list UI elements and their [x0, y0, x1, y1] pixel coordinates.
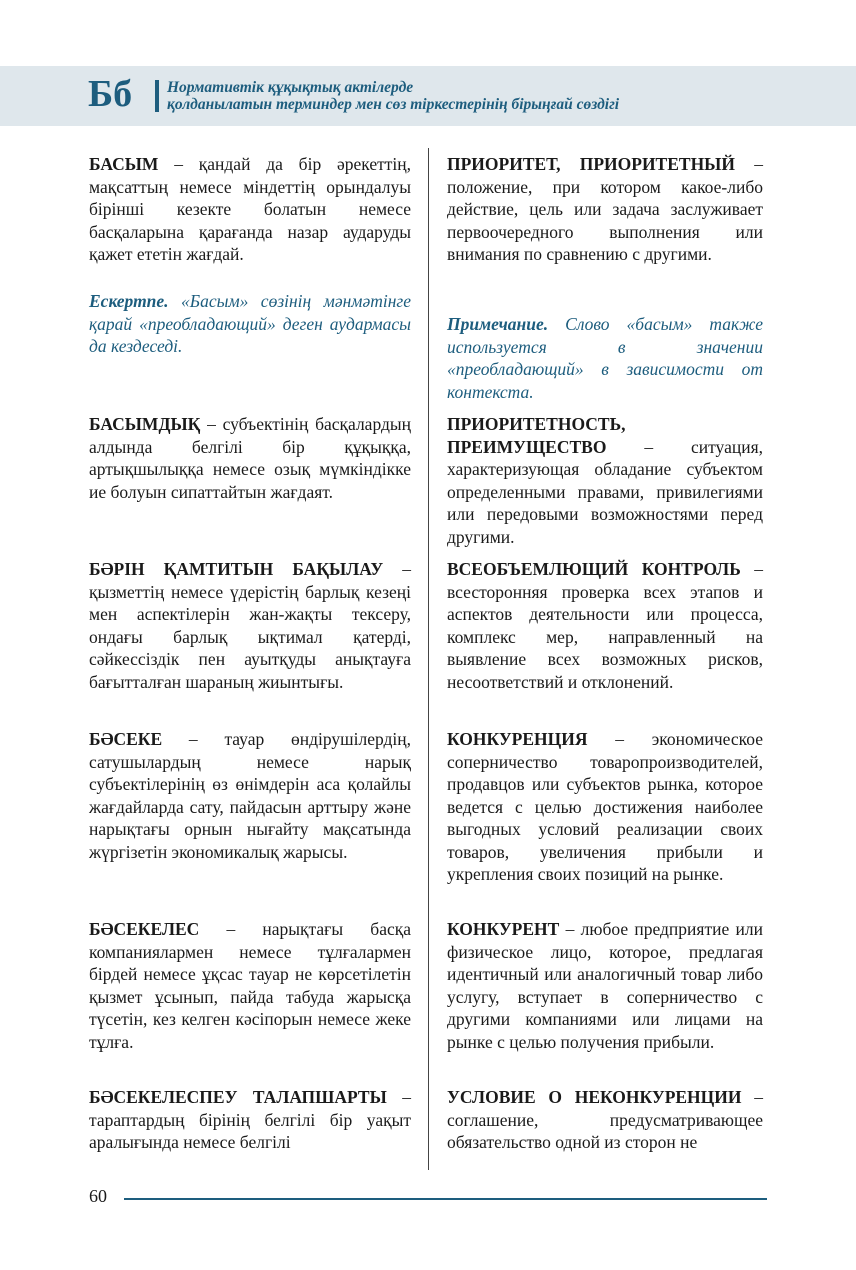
entry-term: УСЛОВИЕ О НЕКОНКУРЕНЦИИ — [447, 1087, 742, 1107]
entry-term: БӘСЕКЕЛЕСПЕУ ТАЛАПШАРТЫ — [89, 1087, 387, 1107]
entry-konkurent-ru — [447, 918, 763, 1053]
header-divider-bar — [155, 80, 159, 112]
entry-definition: – любое предприятие или физическое лицо, которое, предлагая идентичный или аналогичный товар либо услугу, вступает в соперничество с другими компаниями или лицами на рынке с целью получения прибыли. — [447, 919, 763, 1052]
running-header-line-2: қолданылатын терминдер мен сөз тіркестерінің бірыңғай сөздігі — [167, 96, 620, 113]
entry-definition: – субъектінің басқалардың алдында белгілі бір құқыққа, артықшылыққа немесе озық мүмкіндікке ие болуын сипаттайтын жағдаят. — [89, 414, 411, 502]
entry-definition: – нарықтағы басқа компаниялармен немесе тұлғалармен бірдей немесе ұқсас тауар не көрсетілетін қызмет ұсынып, пайда табуда жарысқа түсетін, кез келген кәсіпорын немесе жеке тұлға. — [89, 919, 411, 1052]
note-text: Слово «басым» также используется в значении «преобладающий» в зависимости от контекста. — [447, 314, 763, 402]
entry-term: КОНКУРЕНТ — [447, 919, 560, 939]
entry-term: БӘРІН ҚАМТИТЫН БАҚЫЛАУ — [89, 559, 384, 579]
entry-definition: – соглашение, предусматривающее обязательство одной из сторон не — [447, 1087, 763, 1152]
entry-term: ВСЕОБЪЕМЛЮЩИЙ КОНТРОЛЬ — [447, 559, 741, 579]
entry-term: БАСЫМДЫҚ — [89, 414, 201, 434]
running-header-line-1: Нормативтік құқықтық актілерде — [167, 79, 414, 96]
entry-basekelespeu-kk — [89, 1086, 411, 1154]
entry-definition: – қызметтің немесе үдерістің барлық кезеңі мен аспектілерін жан-жақты тексеру, ондағы барлық ықтимал қатерді, сәйкессіздік пен ауытқуды анықтауға бағытталған шараның жиынтығы. — [89, 559, 412, 692]
entry-definition: – положение, при котором какое-либо действие, цель или задача заслуживает первоочередного выполнения или внимания по сравнению с другими. — [447, 154, 763, 264]
section-letter: Бб — [88, 73, 133, 115]
entry-term: БӘСЕКЕЛЕС — [89, 919, 200, 939]
entry-term: ПРИОРИТЕТ, ПРИОРИТЕТНЫЙ — [447, 154, 735, 174]
entry-definition: – қандай да бір әрекеттің, мақсаттың немесе міндеттің орындалуы бірінші кезекте болатын немесе басқаларына қарағанда назар аударуды қажет ететін жағдай. — [89, 154, 411, 264]
entry-term: КОНКУРЕНЦИЯ — [447, 729, 588, 749]
entry-definition: – экономическое соперничество товаропроизводителей, продавцов или субъектов рынка, которое ведется с целью достижения наиболее выгодных условий реализации своих товаров, увеличения прибыли и укрепления своих позиций на рынке. — [447, 729, 763, 884]
note-text: «Басым» сөзінің мәнмәтінге қарай «преобладающий» деген аудармасы да кездеседі. — [89, 291, 411, 356]
page-number: 60 — [89, 1186, 107, 1206]
entry-term: БӘСЕКЕ — [89, 729, 163, 749]
entry-uslovie-ru — [447, 1086, 763, 1154]
entry-basymdyq-kk — [89, 413, 411, 503]
note-kk — [89, 290, 411, 358]
running-header — [167, 79, 767, 113]
footer-rule — [124, 1198, 767, 1200]
entry-barin-qamtityn-kk — [89, 558, 411, 693]
entry-definition: – всесторонняя проверка всех этапов и аспектов деятельности или процесса, комплекс мер, направленный на выявление всех возможных рисков, несоответствий и отклонений. — [447, 559, 763, 692]
column-divider — [428, 148, 429, 1170]
entry-basym-kk — [89, 153, 411, 266]
entry-definition: – тараптардың бірінің белгілі бір уақыт аралығында немесе белгілі — [89, 1087, 412, 1152]
note-label: Примечание. — [447, 314, 549, 334]
note-ru — [447, 313, 763, 403]
entry-prioritetnost-ru — [447, 413, 763, 548]
entry-definition: – ситуация, характеризующая обладание субъектом определенными правами, привилегиями или передовыми возможностями перед другими. — [447, 436, 763, 547]
entry-prioritet-ru — [447, 153, 763, 266]
entry-definition: – тауар өндірушілердің, сатушылардың немесе нарық субъектілерінің өз өнімдерін аса қолайлы жағдайларда сату, пайдасын арттыру және нарықтағы орнын нығайту мақсатында жүргізетін экономикалық жарысы. — [89, 729, 411, 862]
entry-term: БАСЫМ — [89, 154, 159, 174]
entry-konkurentsiya-ru — [447, 728, 763, 886]
entry-baseke-kk — [89, 728, 411, 863]
note-label: Ескертпе. — [89, 291, 169, 311]
entry-basekeles-kk — [89, 918, 411, 1053]
entry-term: ПРИОРИТЕТНОСТЬ, ПРЕИМУЩЕСТВО — [447, 414, 626, 457]
entry-vseobemlyushchiy-ru — [447, 558, 763, 693]
